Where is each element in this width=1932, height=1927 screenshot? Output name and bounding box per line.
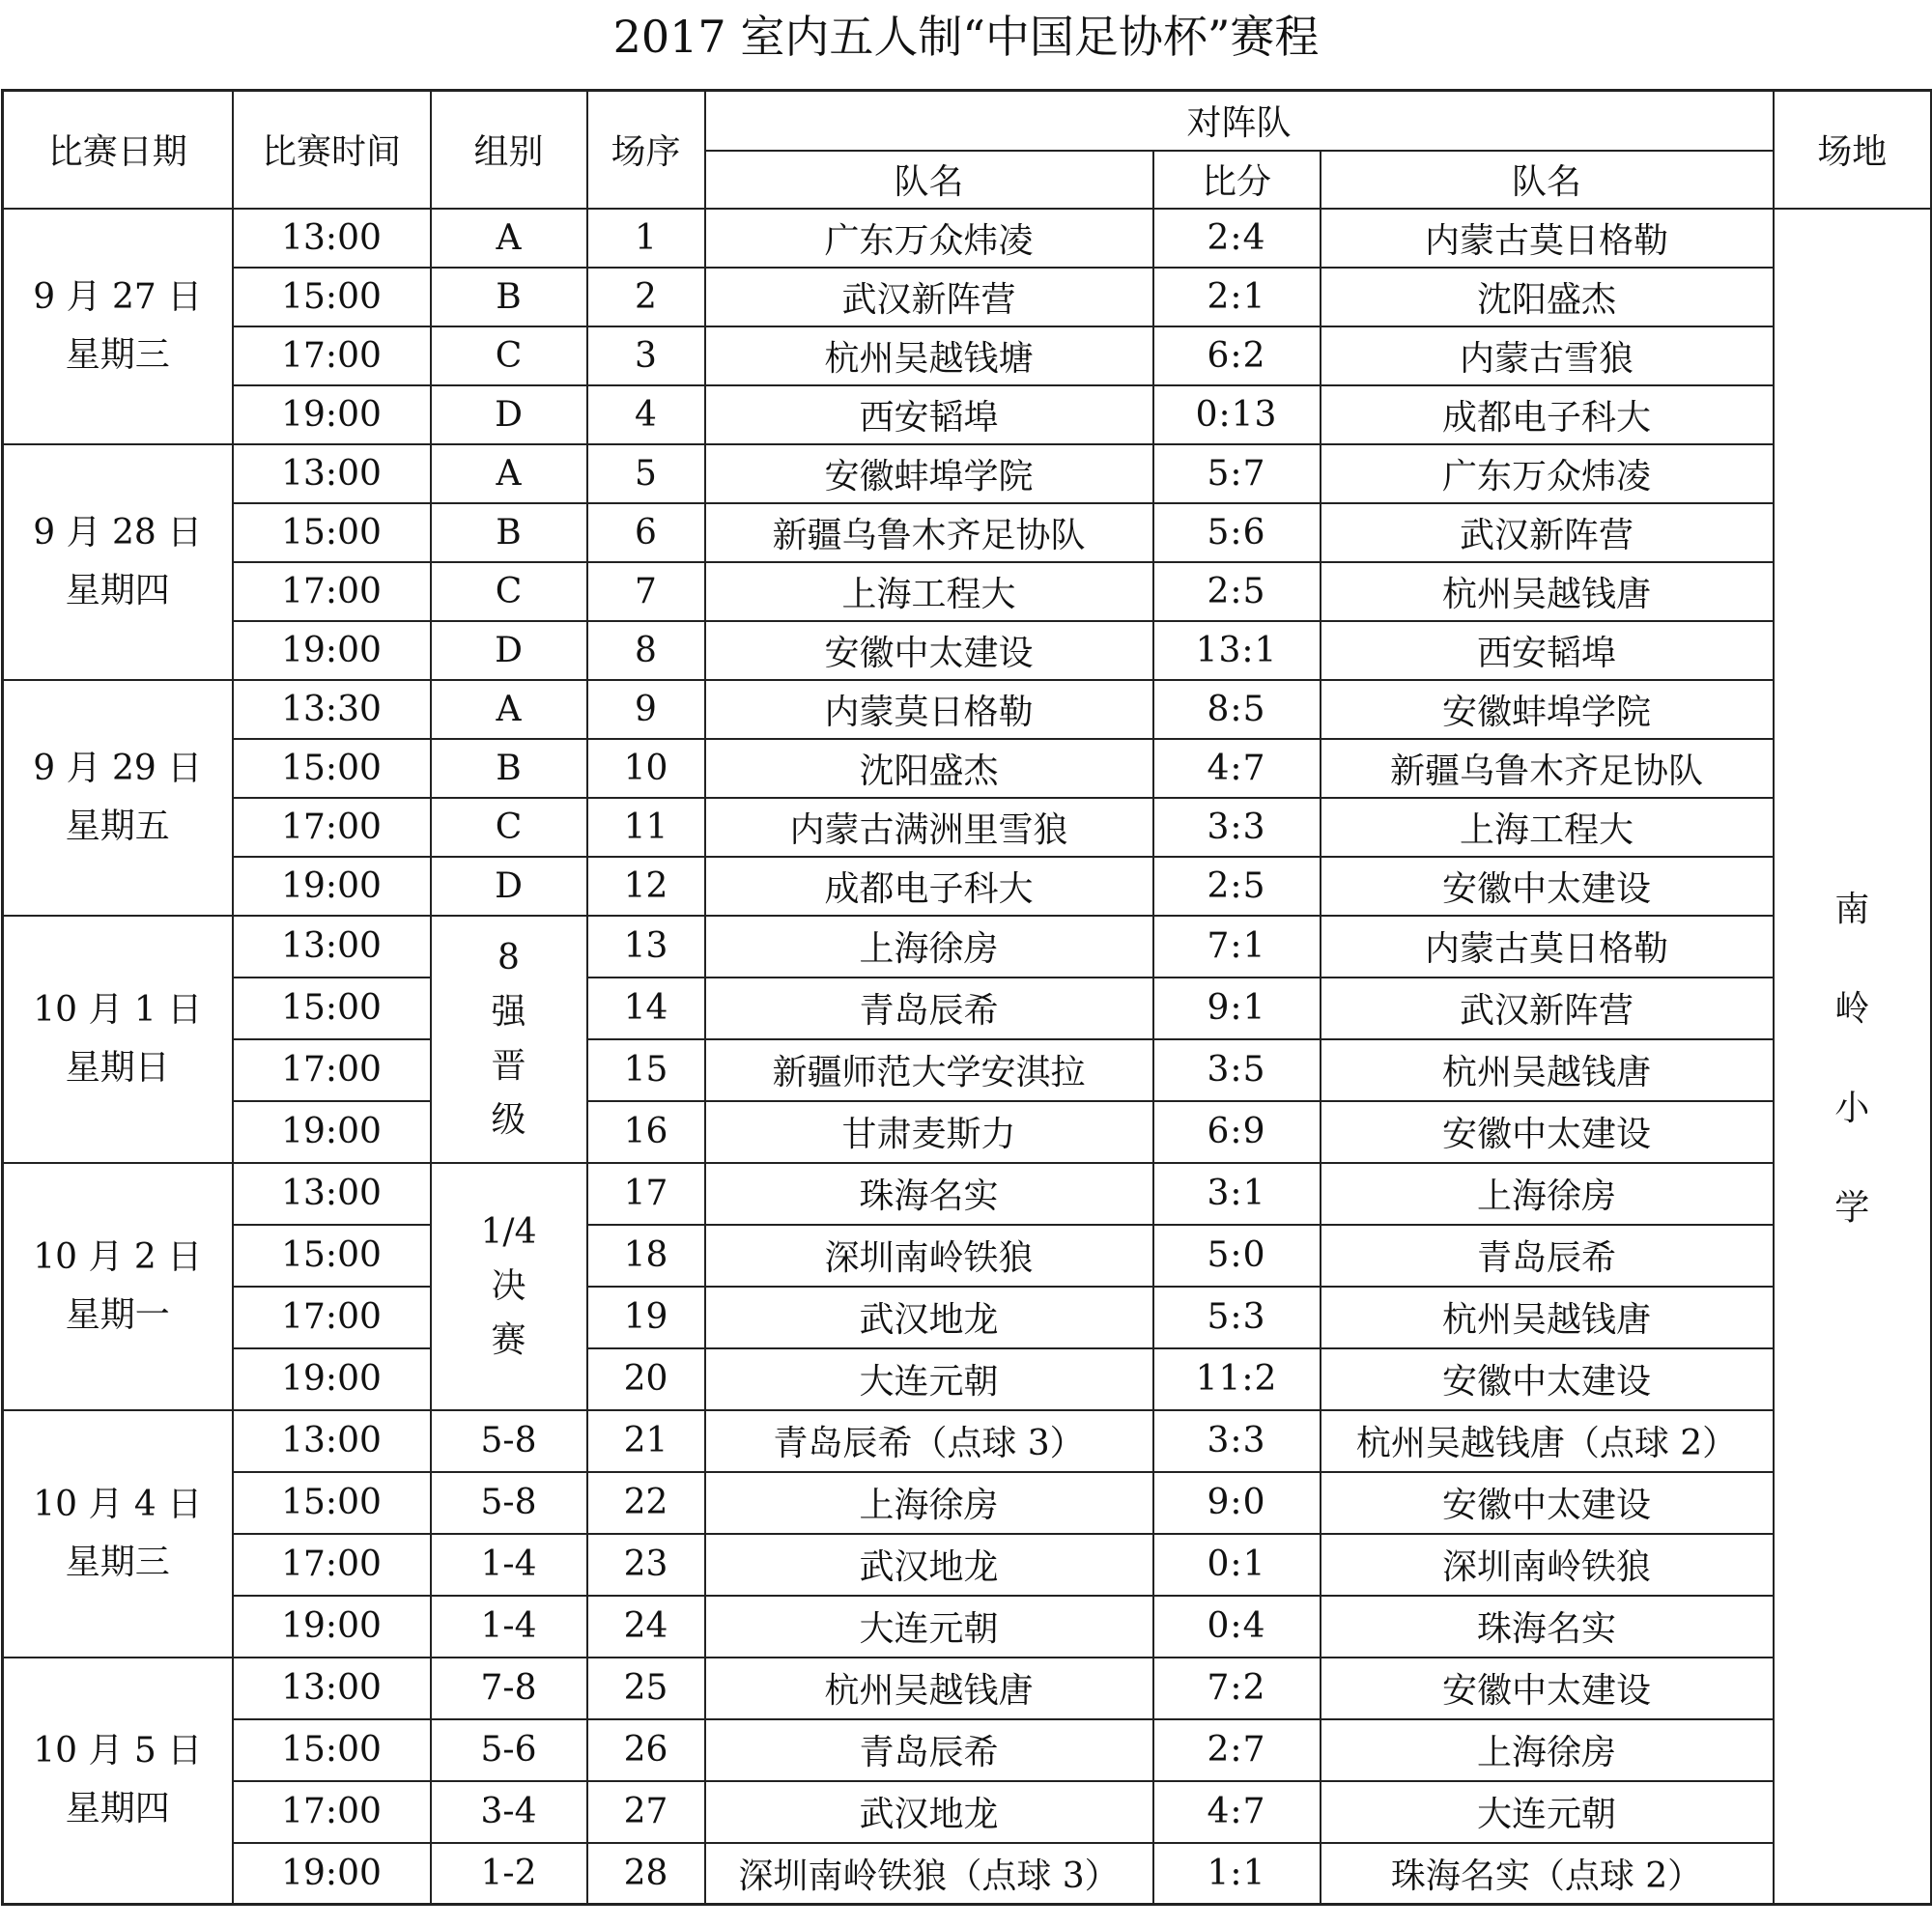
- score-cell: 9:1: [1153, 978, 1321, 1039]
- score-cell: 6:2: [1153, 326, 1321, 385]
- match-row: [3, 209, 1932, 268]
- time-cell: 19:00: [233, 1596, 431, 1658]
- score-cell: 1:1: [1153, 1843, 1321, 1905]
- group-cell: C: [431, 798, 587, 857]
- score-cell: 2:1: [1153, 268, 1321, 326]
- match-row: [3, 1719, 1932, 1781]
- group-char: 强: [491, 991, 526, 1032]
- group-cell: D: [431, 621, 587, 680]
- match-row: [3, 916, 1932, 978]
- home-team-cell: 深圳南岭铁狼（点球 3）: [705, 1843, 1153, 1905]
- header-venue: 场地: [1774, 91, 1932, 209]
- date-cell: [3, 1163, 233, 1410]
- away-team-cell: 安徽中太建设: [1321, 857, 1774, 916]
- match-row: [3, 1843, 1932, 1905]
- match-row: [3, 1658, 1932, 1719]
- match-row: [3, 1472, 1932, 1534]
- time-cell: 19:00: [233, 1843, 431, 1905]
- order-cell: 26: [587, 1719, 705, 1781]
- weekday-text: 星期四: [65, 1789, 170, 1829]
- group-cell: A: [431, 444, 587, 503]
- time-cell: 17:00: [233, 562, 431, 621]
- home-team-cell: 武汉地龙: [705, 1781, 1153, 1843]
- date-text: 9 月 27 日: [33, 276, 203, 317]
- time-cell: 17:00: [233, 1781, 431, 1843]
- time-cell: 13:00: [233, 916, 431, 978]
- home-team-cell: 青岛辰希: [705, 978, 1153, 1039]
- date-cell: [3, 444, 233, 680]
- date-cell: [3, 209, 233, 444]
- order-cell: 23: [587, 1534, 705, 1596]
- home-team-cell: 深圳南岭铁狼: [705, 1225, 1153, 1287]
- time-cell: 13:00: [233, 1163, 431, 1225]
- match-row: [3, 1225, 1932, 1287]
- away-team-cell: 新疆乌鲁木齐足协队: [1321, 739, 1774, 798]
- header-order: 场序: [587, 91, 705, 209]
- order-cell: 11: [587, 798, 705, 857]
- time-cell: 17:00: [233, 798, 431, 857]
- weekday-text: 星期一: [65, 1294, 170, 1335]
- order-cell: 1: [587, 209, 705, 268]
- home-team-cell: 甘肃麦斯力: [705, 1101, 1153, 1163]
- group-char: 决: [491, 1265, 526, 1306]
- match-row: [3, 326, 1932, 385]
- match-row: [3, 1348, 1932, 1410]
- home-team-cell: 武汉新阵营: [705, 268, 1153, 326]
- order-cell: 2: [587, 268, 705, 326]
- date-text: 10 月 1 日: [33, 989, 203, 1030]
- away-team-cell: 武汉新阵营: [1321, 978, 1774, 1039]
- time-cell: 19:00: [233, 1101, 431, 1163]
- home-team-cell: 安徽中太建设: [705, 621, 1153, 680]
- away-team-cell: 珠海名实（点球 2）: [1321, 1843, 1774, 1905]
- date-cell: [3, 916, 233, 1163]
- weekday-text: 星期三: [65, 1542, 170, 1582]
- match-row: [3, 1039, 1932, 1101]
- score-cell: 3:3: [1153, 798, 1321, 857]
- score-cell: 8:5: [1153, 680, 1321, 739]
- away-team-cell: 杭州吴越钱唐（点球 2）: [1321, 1410, 1774, 1472]
- header-date: 比赛日期: [3, 91, 233, 209]
- order-cell: 6: [587, 503, 705, 562]
- score-cell: 0:1: [1153, 1534, 1321, 1596]
- home-team-cell: 新疆乌鲁木齐足协队: [705, 503, 1153, 562]
- time-cell: 15:00: [233, 739, 431, 798]
- page-title: 2017 室内五人制“中国足协杯”赛程: [612, 11, 1320, 63]
- order-cell: 13: [587, 916, 705, 978]
- score-cell: 2:5: [1153, 562, 1321, 621]
- away-team-cell: 安徽蚌埠学院: [1321, 680, 1774, 739]
- score-cell: 6:9: [1153, 1101, 1321, 1163]
- order-cell: 18: [587, 1225, 705, 1287]
- group-cell: 5-8: [431, 1472, 587, 1534]
- date-text: 10 月 2 日: [33, 1236, 203, 1277]
- home-team-cell: 成都电子科大: [705, 857, 1153, 916]
- group-cell: 3-4: [431, 1781, 587, 1843]
- group-cell: 1-4: [431, 1596, 587, 1658]
- header-team-away: 队名: [1321, 151, 1774, 209]
- date-cell: [3, 680, 233, 916]
- weekday-text: 星期日: [65, 1047, 170, 1088]
- time-cell: 13:00: [233, 1410, 431, 1472]
- home-team-cell: 杭州吴越钱塘: [705, 326, 1153, 385]
- away-team-cell: 武汉新阵营: [1321, 503, 1774, 562]
- order-cell: 16: [587, 1101, 705, 1163]
- away-team-cell: 安徽中太建设: [1321, 1101, 1774, 1163]
- home-team-cell: 青岛辰希: [705, 1719, 1153, 1781]
- group-cell: 1-2: [431, 1843, 587, 1905]
- time-cell: 15:00: [233, 978, 431, 1039]
- home-team-cell: 青岛辰希（点球 3）: [705, 1410, 1153, 1472]
- home-team-cell: 杭州吴越钱唐: [705, 1658, 1153, 1719]
- match-row: [3, 857, 1932, 916]
- time-cell: 15:00: [233, 268, 431, 326]
- score-cell: 7:2: [1153, 1658, 1321, 1719]
- home-team-cell: 内蒙莫日格勒: [705, 680, 1153, 739]
- order-cell: 25: [587, 1658, 705, 1719]
- away-team-cell: 杭州吴越钱唐: [1321, 562, 1774, 621]
- away-team-cell: 上海徐房: [1321, 1163, 1774, 1225]
- weekday-text: 星期四: [65, 570, 170, 610]
- group-cell: D: [431, 857, 587, 916]
- header-score: 比分: [1153, 151, 1321, 209]
- match-row: [3, 621, 1932, 680]
- group-cell: 1-4: [431, 1534, 587, 1596]
- away-team-cell: 内蒙古莫日格勒: [1321, 916, 1774, 978]
- group-cell: B: [431, 503, 587, 562]
- score-cell: 0:13: [1153, 385, 1321, 444]
- away-team-cell: 上海徐房: [1321, 1719, 1774, 1781]
- group-char: 1/4: [480, 1211, 537, 1252]
- time-cell: 17:00: [233, 1534, 431, 1596]
- score-cell: 5:7: [1153, 444, 1321, 503]
- score-cell: 2:5: [1153, 857, 1321, 916]
- time-cell: 19:00: [233, 621, 431, 680]
- group-cell: B: [431, 739, 587, 798]
- score-cell: 5:3: [1153, 1287, 1321, 1348]
- away-team-cell: 杭州吴越钱唐: [1321, 1287, 1774, 1348]
- score-cell: 5:0: [1153, 1225, 1321, 1287]
- time-cell: 15:00: [233, 1472, 431, 1534]
- home-team-cell: 新疆师范大学安淇拉: [705, 1039, 1153, 1101]
- score-cell: 4:7: [1153, 1781, 1321, 1843]
- header-matchup: 对阵队: [705, 91, 1774, 151]
- venue-char: 岭: [1834, 989, 1870, 1030]
- time-cell: 13:00: [233, 209, 431, 268]
- order-cell: 27: [587, 1781, 705, 1843]
- match-row: [3, 680, 1932, 739]
- score-cell: 9:0: [1153, 1472, 1321, 1534]
- venue-cell: [1774, 209, 1932, 1905]
- time-cell: 17:00: [233, 326, 431, 385]
- order-cell: 22: [587, 1472, 705, 1534]
- time-cell: 17:00: [233, 1287, 431, 1348]
- home-team-cell: 沈阳盛杰: [705, 739, 1153, 798]
- order-cell: 17: [587, 1163, 705, 1225]
- time-cell: 15:00: [233, 503, 431, 562]
- order-cell: 24: [587, 1596, 705, 1658]
- away-team-cell: 广东万众炜凌: [1321, 444, 1774, 503]
- time-cell: 13:30: [233, 680, 431, 739]
- order-cell: 21: [587, 1410, 705, 1472]
- away-team-cell: 西安韬埠: [1321, 621, 1774, 680]
- score-cell: 11:2: [1153, 1348, 1321, 1410]
- away-team-cell: 内蒙古莫日格勒: [1321, 209, 1774, 268]
- order-cell: 19: [587, 1287, 705, 1348]
- home-team-cell: 内蒙古满洲里雪狼: [705, 798, 1153, 857]
- date-text: 10 月 5 日: [33, 1731, 203, 1771]
- order-cell: 4: [587, 385, 705, 444]
- date-text: 10 月 4 日: [33, 1484, 203, 1524]
- score-cell: 5:6: [1153, 503, 1321, 562]
- match-row: [3, 444, 1932, 503]
- match-row: [3, 1410, 1932, 1472]
- time-cell: 15:00: [233, 1225, 431, 1287]
- venue-char: 学: [1834, 1188, 1870, 1229]
- home-team-cell: 上海徐房: [705, 1472, 1153, 1534]
- date-cell: [3, 1410, 233, 1658]
- match-row: [3, 268, 1932, 326]
- home-team-cell: 珠海名实: [705, 1163, 1153, 1225]
- order-cell: 12: [587, 857, 705, 916]
- match-row: [3, 562, 1932, 621]
- away-team-cell: 成都电子科大: [1321, 385, 1774, 444]
- group-cell: B: [431, 268, 587, 326]
- match-row: [3, 1287, 1932, 1348]
- group-cell: C: [431, 326, 587, 385]
- match-row: [3, 739, 1932, 798]
- time-cell: 13:00: [233, 1658, 431, 1719]
- score-cell: 2:7: [1153, 1719, 1321, 1781]
- match-row: [3, 1163, 1932, 1225]
- group-cell: 5-8: [431, 1410, 587, 1472]
- group-char: 赛: [491, 1319, 526, 1360]
- order-cell: 9: [587, 680, 705, 739]
- home-team-cell: 大连元朝: [705, 1596, 1153, 1658]
- match-row: [3, 1781, 1932, 1843]
- away-team-cell: 青岛辰希: [1321, 1225, 1774, 1287]
- score-cell: 13:1: [1153, 621, 1321, 680]
- group-char: 级: [491, 1099, 526, 1140]
- header-time: 比赛时间: [233, 91, 431, 209]
- home-team-cell: 武汉地龙: [705, 1534, 1153, 1596]
- score-cell: 4:7: [1153, 739, 1321, 798]
- group-cell: A: [431, 209, 587, 268]
- match-row: [3, 1101, 1932, 1163]
- group-cell-merged: [431, 1163, 587, 1410]
- home-team-cell: 上海工程大: [705, 562, 1153, 621]
- schedule-body: [3, 91, 1932, 1905]
- score-cell: 2:4: [1153, 209, 1321, 268]
- time-cell: 19:00: [233, 1348, 431, 1410]
- time-cell: 17:00: [233, 1039, 431, 1101]
- match-row: [3, 1596, 1932, 1658]
- match-row: [3, 503, 1932, 562]
- group-cell: D: [431, 385, 587, 444]
- away-team-cell: 深圳南岭铁狼: [1321, 1534, 1774, 1596]
- order-cell: 8: [587, 621, 705, 680]
- venue-char: 小: [1834, 1089, 1870, 1129]
- match-row: [3, 1534, 1932, 1596]
- date-text: 9 月 29 日: [33, 748, 203, 788]
- score-cell: 3:3: [1153, 1410, 1321, 1472]
- home-team-cell: 大连元朝: [705, 1348, 1153, 1410]
- home-team-cell: 上海徐房: [705, 916, 1153, 978]
- away-team-cell: 安徽中太建设: [1321, 1658, 1774, 1719]
- away-team-cell: 杭州吴越钱唐: [1321, 1039, 1774, 1101]
- home-team-cell: 西安韬埠: [705, 385, 1153, 444]
- score-cell: 3:1: [1153, 1163, 1321, 1225]
- home-team-cell: 安徽蚌埠学院: [705, 444, 1153, 503]
- header-group: 组别: [431, 91, 587, 209]
- venue-char: 南: [1834, 890, 1870, 930]
- time-cell: 15:00: [233, 1719, 431, 1781]
- header-row: [3, 91, 1932, 151]
- group-char: 晋: [491, 1045, 526, 1086]
- order-cell: 14: [587, 978, 705, 1039]
- score-cell: 3:5: [1153, 1039, 1321, 1101]
- away-team-cell: 内蒙古雪狼: [1321, 326, 1774, 385]
- group-cell-merged: [431, 916, 587, 1163]
- group-cell: 5-6: [431, 1719, 587, 1781]
- order-cell: 10: [587, 739, 705, 798]
- time-cell: 13:00: [233, 444, 431, 503]
- order-cell: 28: [587, 1843, 705, 1905]
- score-cell: 0:4: [1153, 1596, 1321, 1658]
- order-cell: 7: [587, 562, 705, 621]
- group-cell: C: [431, 562, 587, 621]
- away-team-cell: 上海工程大: [1321, 798, 1774, 857]
- order-cell: 5: [587, 444, 705, 503]
- weekday-text: 星期三: [65, 334, 170, 375]
- date-cell: [3, 1658, 233, 1905]
- schedule-table: [1, 89, 1932, 1906]
- weekday-text: 星期五: [65, 806, 170, 846]
- home-team-cell: 武汉地龙: [705, 1287, 1153, 1348]
- order-cell: 15: [587, 1039, 705, 1101]
- order-cell: 3: [587, 326, 705, 385]
- away-team-cell: 大连元朝: [1321, 1781, 1774, 1843]
- order-cell: 20: [587, 1348, 705, 1410]
- time-cell: 19:00: [233, 857, 431, 916]
- match-row: [3, 385, 1932, 444]
- away-team-cell: 安徽中太建设: [1321, 1472, 1774, 1534]
- match-row: [3, 978, 1932, 1039]
- header-team-home: 队名: [705, 151, 1153, 209]
- score-cell: 7:1: [1153, 916, 1321, 978]
- away-team-cell: 沈阳盛杰: [1321, 268, 1774, 326]
- away-team-cell: 珠海名实: [1321, 1596, 1774, 1658]
- time-cell: 19:00: [233, 385, 431, 444]
- away-team-cell: 安徽中太建设: [1321, 1348, 1774, 1410]
- home-team-cell: 广东万众炜凌: [705, 209, 1153, 268]
- match-row: [3, 798, 1932, 857]
- group-char: 8: [497, 937, 520, 978]
- group-cell: A: [431, 680, 587, 739]
- group-cell: 7-8: [431, 1658, 587, 1719]
- date-text: 9 月 28 日: [33, 512, 203, 553]
